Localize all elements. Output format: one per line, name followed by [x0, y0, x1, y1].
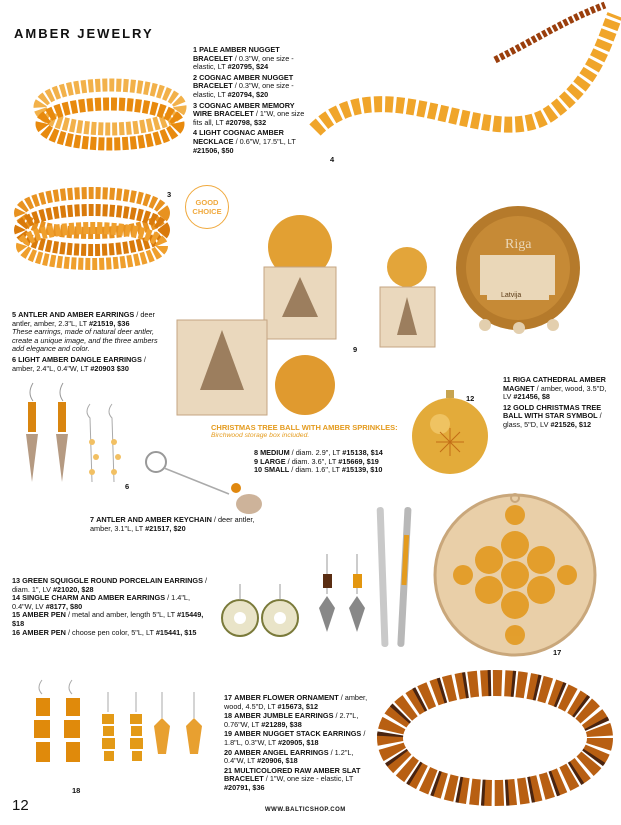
angel-earrings-image — [150, 690, 210, 770]
item-3: 3 COGNAC AMBER MEMORY WIRE BRACELET / 1"W, one size fits all, LT #20798, $32 — [193, 100, 305, 127]
item-21: 21 MULTICOLORED RAW AMBER SLAT BRACELET / 1"W, one size - elastic, LT #20791, $36 — [224, 765, 361, 792]
item-7-text — [90, 516, 270, 533]
antler-keychain-image — [144, 440, 264, 520]
item-12: 12 GOLD CHRISTMAS TREE BALL WITH STAR SYMBOL / glass, 5"D, LV #21526, $12 — [503, 402, 602, 429]
nugget-stack-earrings-image — [98, 690, 148, 780]
image-label-17: 17 — [553, 648, 562, 657]
item-19: 19 AMBER NUGGET STACK EARRINGS / 1.8"L, 0.3"W, LT #20905, $18 — [224, 729, 366, 747]
image-label-12: 12 — [466, 394, 475, 403]
christmas-ball-boxes-image — [172, 205, 442, 420]
item-13: 13 GREEN SQUIGGLE ROUND PORCELAIN EARRINGS / diam. 1", LV #21020, $28 — [12, 576, 208, 594]
gold-tree-ball-image — [410, 390, 495, 480]
item-5: 5 ANTLER AND AMBER EARRINGS / deer antler, amber, 2.3"L, LT #21519, $36 These earrings, made of natural deer antler, create a unique image, and the three ambers add elegance and color. — [12, 311, 164, 354]
page-number: 12 — [12, 797, 29, 814]
item-11-12-text — [503, 376, 613, 430]
item-8-9-10-text — [254, 449, 404, 475]
item-14: 14 SINGLE CHARM AND AMBER EARRINGS / 1.4"L, 0.4"W, LV #8177, $80 — [12, 593, 190, 611]
jumble-earrings-image — [30, 678, 90, 788]
item-11: 11 RIGA CATHEDRAL AMBER MAGNET / amber, wood, 3.5"D, LV #21456, $8 — [503, 375, 607, 402]
item-17-21-text — [224, 694, 374, 793]
item-1-2-3-4-text — [193, 46, 313, 155]
item-17: 17 AMBER FLOWER ORNAMENT / amber, wood, 4.5"D, LT #15673, $12 — [224, 693, 368, 711]
image-label-3: 3 — [167, 190, 172, 199]
svg-text:Latvija: Latvija — [501, 292, 522, 299]
riga-magnet-image — [455, 200, 585, 350]
porcelain-earrings-image — [222, 572, 302, 644]
item-15: 15 AMBER PEN / metal and amber, length 5"L, LT #15449, $18 — [12, 610, 204, 628]
item-5-6-text — [12, 311, 164, 373]
item-9: 9 LARGE / diam. 3.6", LT #15669, $19 — [254, 456, 379, 466]
raw-slat-bracelet-image — [375, 668, 615, 808]
item-16: 16 AMBER PEN / choose pen color, 5"L, LT #15441, $15 — [12, 627, 197, 637]
pale-amber-bracelet-image — [30, 62, 190, 162]
antler-earrings-image — [18, 378, 88, 488]
item-1: 1 PALE AMBER NUGGET BRACELET / 0.3"W, one size - elastic, LT #20795, $24 — [193, 45, 294, 72]
page-title: AMBER JEWELRY — [14, 26, 154, 41]
memory-wire-bracelet-image — [10, 168, 175, 288]
item-2: 2 COGNAC AMBER NUGGET BRACELET / 0.3"W, one size - elastic, LT #20794, $20 — [193, 72, 294, 99]
amber-necklace-image — [305, 0, 621, 170]
christmas-ball-heading: CHRISTMAS TREE BALL WITH AMBER SPRINKLES: — [211, 423, 398, 432]
image-label-9: 9 — [353, 345, 358, 354]
dangle-earrings-image — [80, 402, 130, 487]
flower-ornament-image — [428, 490, 608, 660]
amber-pens-image — [375, 505, 415, 655]
image-label-18: 18 — [72, 786, 81, 795]
item-13-16-text — [12, 577, 212, 637]
item-18: 18 AMBER JUMBLE EARRINGS / 2.7"L, 0.76"W, LT #21289, $38 — [224, 711, 359, 729]
charm-amber-earrings-image — [315, 552, 375, 642]
footer-url: WWW.BALTICSHOP.COM — [265, 807, 346, 813]
item-8: 8 MEDIUM / diam. 2.9", LT #15138, $14 — [254, 448, 383, 457]
item-4: 4 LIGHT COGNAC AMBER NECKLACE / 0.6"W, 17.5"L, LT #21506, $50 — [193, 128, 296, 155]
item-20: 20 AMBER ANGEL EARRINGS / 1.2"L, 0.4"W, LT #20906, $18 — [224, 747, 354, 766]
image-label-4: 4 — [330, 155, 335, 164]
image-label-6: 6 — [125, 482, 130, 491]
good-choice-badge: GOOD CHOICE — [185, 185, 229, 229]
christmas-ball-subheading: Birchwood storage box included. — [211, 432, 310, 439]
item-10: 10 SMALL / diam. 1.6", LT #15139, $10 — [254, 465, 383, 475]
svg-text:Riga: Riga — [505, 237, 532, 252]
item-6: 6 LIGHT AMBER DANGLE EARRINGS / amber, 2.4"L, 0.4"W, LT #20903 $30 — [12, 354, 146, 373]
item-5-note: These earrings, made of natural deer antler, create a unique image, and the three ambers add elegance and color. — [12, 327, 158, 354]
christmas-ball-section — [211, 423, 411, 439]
item-7: 7 ANTLER AND AMBER KEYCHAIN / deer antler, amber, 3.1"L, LT #21517, $20 — [90, 515, 255, 533]
